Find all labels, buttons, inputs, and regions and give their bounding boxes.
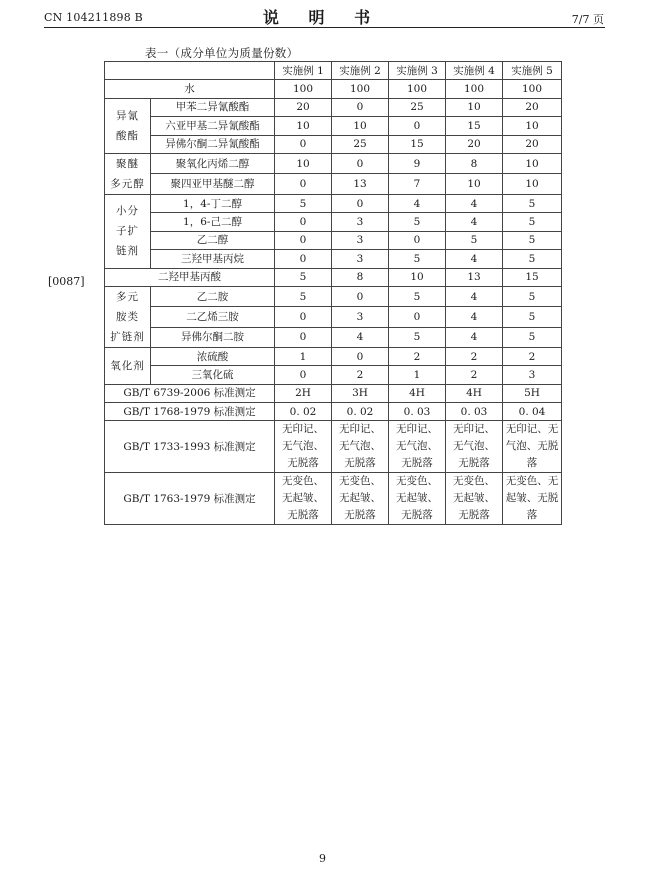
row-label: 三氧化硫 — [151, 366, 275, 384]
value-cell: 无印记、无气泡、无脱落 — [275, 421, 332, 473]
value-cell: 13 — [446, 268, 503, 286]
value-cell: 100 — [332, 80, 389, 98]
value-cell: 无变色、无起皱、无脱落 — [446, 473, 503, 525]
value-cell: 5H — [503, 384, 562, 402]
column-header: 实施例 5 — [503, 62, 562, 80]
value-cell: 2 — [503, 347, 562, 365]
value-cell: 2H — [275, 384, 332, 402]
value-cell: 100 — [503, 80, 562, 98]
value-cell: 0. 04 — [503, 403, 562, 421]
value-cell: 1 — [275, 347, 332, 365]
table-row — [105, 174, 562, 195]
value-cell: 无印记、无气泡、无脱落 — [446, 421, 503, 473]
value-cell: 0 — [332, 194, 389, 212]
value-cell: 0 — [275, 307, 332, 327]
value-cell: 4 — [332, 327, 389, 347]
table-row — [105, 347, 562, 365]
value-cell: 7 — [389, 174, 446, 195]
value-cell: 5 — [389, 250, 446, 268]
value-cell: 5 — [275, 286, 332, 306]
header-divider — [44, 27, 605, 28]
value-cell: 无变色、无起皱、无脱落 — [332, 473, 389, 525]
table-row — [105, 98, 562, 116]
value-cell: 10 — [446, 98, 503, 116]
row-label: 1，4-丁二醇 — [151, 194, 275, 212]
paragraph-number: [0087] — [48, 275, 85, 288]
value-cell: 5 — [503, 250, 562, 268]
value-cell: 25 — [389, 98, 446, 116]
value-cell: 15 — [446, 117, 503, 135]
value-cell: 4 — [446, 327, 503, 347]
test-row — [105, 473, 562, 525]
value-cell: 8 — [332, 268, 389, 286]
value-cell: 100 — [275, 80, 332, 98]
value-cell: 无印记、无气泡、无脱落 — [332, 421, 389, 473]
column-header: 实施例 1 — [275, 62, 332, 80]
value-cell: 5 — [503, 307, 562, 327]
value-cell: 3 — [332, 231, 389, 249]
row-label: 三羟甲基丙烷 — [151, 250, 275, 268]
value-cell: 10 — [446, 174, 503, 195]
value-cell: 3 — [332, 307, 389, 327]
value-cell: 0 — [389, 231, 446, 249]
value-cell: 2 — [332, 366, 389, 384]
value-cell: 2 — [389, 347, 446, 365]
value-cell: 2 — [446, 366, 503, 384]
row-label: 水 — [105, 80, 275, 98]
test-label: GB/T 1763-1979 标准测定 — [105, 473, 275, 525]
table-caption: 表一（成分单位为质量份数） — [145, 46, 299, 60]
value-cell: 4 — [446, 307, 503, 327]
table-row — [105, 213, 562, 231]
value-cell: 0. 02 — [275, 403, 332, 421]
row-label: 乙二胺 — [151, 286, 275, 306]
row-label: 1，6-己二醇 — [151, 213, 275, 231]
page-number: 9 — [319, 852, 326, 865]
table-row — [105, 327, 562, 347]
value-cell: 0 — [389, 117, 446, 135]
test-label: GB/T 1768-1979 标准测定 — [105, 403, 275, 421]
page-indicator: 7/7 页 — [571, 13, 604, 26]
value-cell: 无印记、无气泡、无脱落 — [389, 421, 446, 473]
row-label: 甲苯二异氰酸酯 — [151, 98, 275, 116]
value-cell: 10 — [389, 268, 446, 286]
group-label: 氧化剂 — [105, 347, 151, 384]
table-row — [105, 80, 562, 98]
value-cell: 无变色、无起皱、无脱落 — [275, 473, 332, 525]
value-cell: 5 — [275, 268, 332, 286]
value-cell: 4 — [446, 286, 503, 306]
value-cell: 25 — [332, 135, 389, 153]
test-label: GB/T 1733-1993 标准测定 — [105, 421, 275, 473]
table-row — [105, 366, 562, 384]
test-label: GB/T 6739-2006 标准测定 — [105, 384, 275, 402]
patent-number: CN 104211898 B — [44, 11, 143, 24]
header-corner — [105, 62, 275, 80]
row-label: 乙二醇 — [151, 231, 275, 249]
group-label: 异氰 酸酯 — [105, 98, 151, 153]
value-cell: 5 — [503, 286, 562, 306]
value-cell: 5 — [389, 213, 446, 231]
value-cell: 无印记、无气泡、无脱落 — [503, 421, 562, 473]
value-cell: 10 — [503, 153, 562, 174]
value-cell: 0 — [275, 135, 332, 153]
test-row — [105, 421, 562, 473]
value-cell: 0 — [332, 286, 389, 306]
value-cell: 10 — [503, 174, 562, 195]
value-cell: 3 — [332, 250, 389, 268]
value-cell: 0 — [389, 307, 446, 327]
value-cell: 10 — [332, 117, 389, 135]
value-cell: 3 — [503, 366, 562, 384]
value-cell: 20 — [503, 98, 562, 116]
table-row — [105, 194, 562, 212]
value-cell: 0 — [275, 250, 332, 268]
value-cell: 15 — [389, 135, 446, 153]
value-cell: 10 — [503, 117, 562, 135]
row-label: 二羟甲基丙酸 — [105, 268, 275, 286]
value-cell: 10 — [275, 117, 332, 135]
table-row — [105, 268, 562, 286]
value-cell: 4H — [446, 384, 503, 402]
value-cell: 0 — [332, 98, 389, 116]
value-cell: 5 — [503, 213, 562, 231]
value-cell: 1 — [389, 366, 446, 384]
value-cell: 20 — [275, 98, 332, 116]
group-label: 小分 子扩 链剂 — [105, 194, 151, 268]
value-cell: 4 — [389, 194, 446, 212]
value-cell: 5 — [503, 327, 562, 347]
value-cell: 2 — [446, 347, 503, 365]
row-label: 聚四亚甲基醚二醇 — [151, 174, 275, 195]
value-cell: 0 — [332, 153, 389, 174]
row-label: 异佛尔酮二异氰酸酯 — [151, 135, 275, 153]
value-cell: 5 — [503, 231, 562, 249]
value-cell: 无变色、无起皱、无脱落 — [503, 473, 562, 525]
value-cell: 3 — [332, 213, 389, 231]
table-row — [105, 307, 562, 327]
value-cell: 100 — [446, 80, 503, 98]
value-cell: 无变色、无起皱、无脱落 — [389, 473, 446, 525]
value-cell: 10 — [275, 153, 332, 174]
table-row — [105, 153, 562, 174]
row-label: 二乙烯三胺 — [151, 307, 275, 327]
value-cell: 100 — [389, 80, 446, 98]
value-cell: 4 — [446, 194, 503, 212]
value-cell: 0 — [275, 213, 332, 231]
table-row — [105, 231, 562, 249]
document-title: 说 明 书 — [262, 8, 383, 27]
value-cell: 13 — [332, 174, 389, 195]
column-header: 实施例 4 — [446, 62, 503, 80]
value-cell: 0 — [332, 347, 389, 365]
value-cell: 4H — [389, 384, 446, 402]
table-row — [105, 135, 562, 153]
composition-table — [104, 61, 562, 525]
value-cell: 0 — [275, 174, 332, 195]
value-cell: 8 — [446, 153, 503, 174]
value-cell: 0. 03 — [389, 403, 446, 421]
value-cell: 20 — [503, 135, 562, 153]
value-cell: 0. 02 — [332, 403, 389, 421]
row-label: 聚氧化丙烯二醇 — [151, 153, 275, 174]
value-cell: 5 — [446, 231, 503, 249]
value-cell: 5 — [503, 194, 562, 212]
column-header: 实施例 3 — [389, 62, 446, 80]
value-cell: 4 — [446, 250, 503, 268]
value-cell: 15 — [503, 268, 562, 286]
row-label: 浓硫酸 — [151, 347, 275, 365]
group-label: 多元 胺类 扩链剂 — [105, 286, 151, 347]
value-cell: 5 — [389, 286, 446, 306]
value-cell: 3H — [332, 384, 389, 402]
column-header: 实施例 2 — [332, 62, 389, 80]
group-label: 聚醚 多元醇 — [105, 153, 151, 194]
value-cell: 9 — [389, 153, 446, 174]
row-label: 六亚甲基二异氰酸酯 — [151, 117, 275, 135]
value-cell: 0 — [275, 231, 332, 249]
value-cell: 0. 03 — [446, 403, 503, 421]
value-cell: 0 — [275, 366, 332, 384]
value-cell: 0 — [275, 327, 332, 347]
table-row — [105, 117, 562, 135]
test-row — [105, 384, 562, 402]
test-row — [105, 403, 562, 421]
table-row — [105, 250, 562, 268]
table-row — [105, 286, 562, 306]
value-cell: 5 — [275, 194, 332, 212]
row-label: 异佛尔酮二胺 — [151, 327, 275, 347]
value-cell: 5 — [389, 327, 446, 347]
value-cell: 4 — [446, 213, 503, 231]
value-cell: 20 — [446, 135, 503, 153]
header-row — [105, 62, 562, 80]
